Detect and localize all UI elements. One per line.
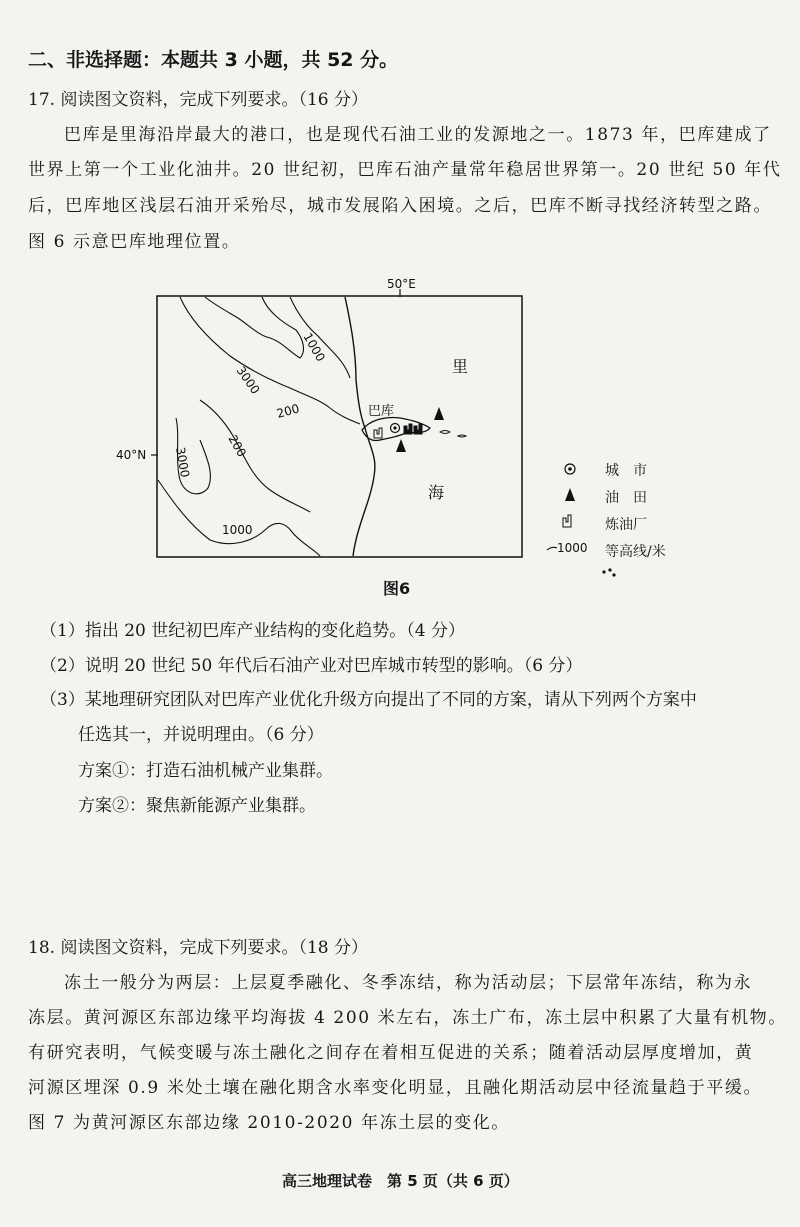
contour-label: 200 [275,401,301,421]
q17-paragraph-line-2: 世界上第一个工业化油井。20 世纪初，巴库石油产量常年稳居世界第一。20 世纪 50 年代 [28,160,782,180]
q17-sub-question-2: （2）说明 20 世纪 50 年代后石油产业对巴库城市转型的影响。（6 分） [40,656,583,676]
legend-refinery-icon [563,515,571,527]
q18-paragraph-line-4: 河源区埋深 0.9 米处土壤在融化期含水率变化明显，且融化期活动层中径流量趋于平缓。 [28,1078,763,1098]
q17-option-1: 方案①：打造石油机械产业集群。 [78,761,333,781]
q17-paragraph-line-4: 图 6 示意巴库地理位置。 [28,232,241,252]
sea-label: 海 [428,483,445,502]
q17-paragraph-line-3: 后，巴库地区浅层石油开采殆尽，城市发展陷入困境。之后，巴库不断寻找经济转型之路。 [28,196,772,216]
q18-header: 18. 阅读图文资料，完成下列要求。（18 分） [28,938,368,958]
legend-contour-icon [547,547,557,550]
legend-island-dot [612,573,615,576]
q18-paragraph-line-5: 图 7 为黄河源区东部边缘 2010-2020 年冻土层的变化。 [28,1113,510,1133]
page-footer: 高三地理试卷 第 5 页（共 6 页） [282,1172,519,1190]
contour-label: 3000 [233,363,263,397]
island [458,435,466,437]
coastline [345,297,375,556]
contour-label: 1000 [300,330,328,364]
city-icon-dot [393,426,396,429]
oilfield-icon [434,407,444,420]
contour-line [290,297,350,378]
legend-city-label: 城 市 [605,463,647,479]
baku-location-map [0,0,800,600]
legend-city-icon-dot [568,467,572,471]
q17-header: 17. 阅读图文资料，完成下列要求。（16 分） [28,90,368,110]
legend-oilfield-icon [565,488,575,501]
refinery-icon [414,424,422,434]
legend-island-dot [602,570,605,573]
q17-sub-question-1: （1）指出 20 世纪初巴库产业结构的变化趋势。（4 分） [40,621,465,641]
q17-paragraph-line-1: 巴库是里海沿岸最大的港口，也是现代石油工业的发源地之一。1873 年，巴库建成了 [64,125,772,145]
q17-sub-question-3: （3）某地理研究团队对巴库产业优化升级方向提出了不同的方案，请从下列两个方案中 [40,690,697,710]
lat-label: 40°N [116,448,147,462]
refinery-icon [404,424,412,434]
city-label: 巴库 [368,404,395,419]
refinery-icon [374,428,382,438]
q18-paragraph-line-2: 冻层。黄河源区东部边缘平均海拔 4 200 米左右，冻土广布，冻土层中积累了大量有机物。 [28,1008,787,1028]
oilfield-icon [396,439,406,452]
q17-option-2: 方案②：聚焦新能源产业集群。 [78,796,316,816]
contour-label: 200 [225,432,249,460]
legend-oilfield-label: 油 田 [605,490,647,506]
map-frame [157,296,522,557]
q18-paragraph-line-1: 冻土一般分为两层：上层夏季融化、冬季冻结，称为活动层；下层常年冻结，称为永 [64,973,753,993]
lon-label: 50°E [387,277,416,291]
figure-caption: 图6 [383,579,411,598]
legend-refinery-label: 炼油厂 [605,517,647,533]
section-title: 二、非选择题：本题共 3 小题，共 52 分。 [28,49,399,71]
contour-label: 3000 [173,446,193,479]
legend-contour-label: 等高线/米 [605,544,666,560]
contour-line [158,480,320,556]
legend-island-dot [608,568,611,571]
q18-paragraph-line-3: 有研究表明，气候变暖与冻土融化之间存在着相互促进的关系；随着活动层厚度增加，黄 [28,1043,754,1063]
q17-sub-question-3-cont: 任选其一，并说明理由。（6 分） [78,725,324,745]
legend-contour-value: 1000 [557,541,588,555]
contour-line [205,297,303,358]
sea-label: 里 [452,357,469,376]
contour-label: 1000 [222,523,253,537]
island [440,431,450,434]
